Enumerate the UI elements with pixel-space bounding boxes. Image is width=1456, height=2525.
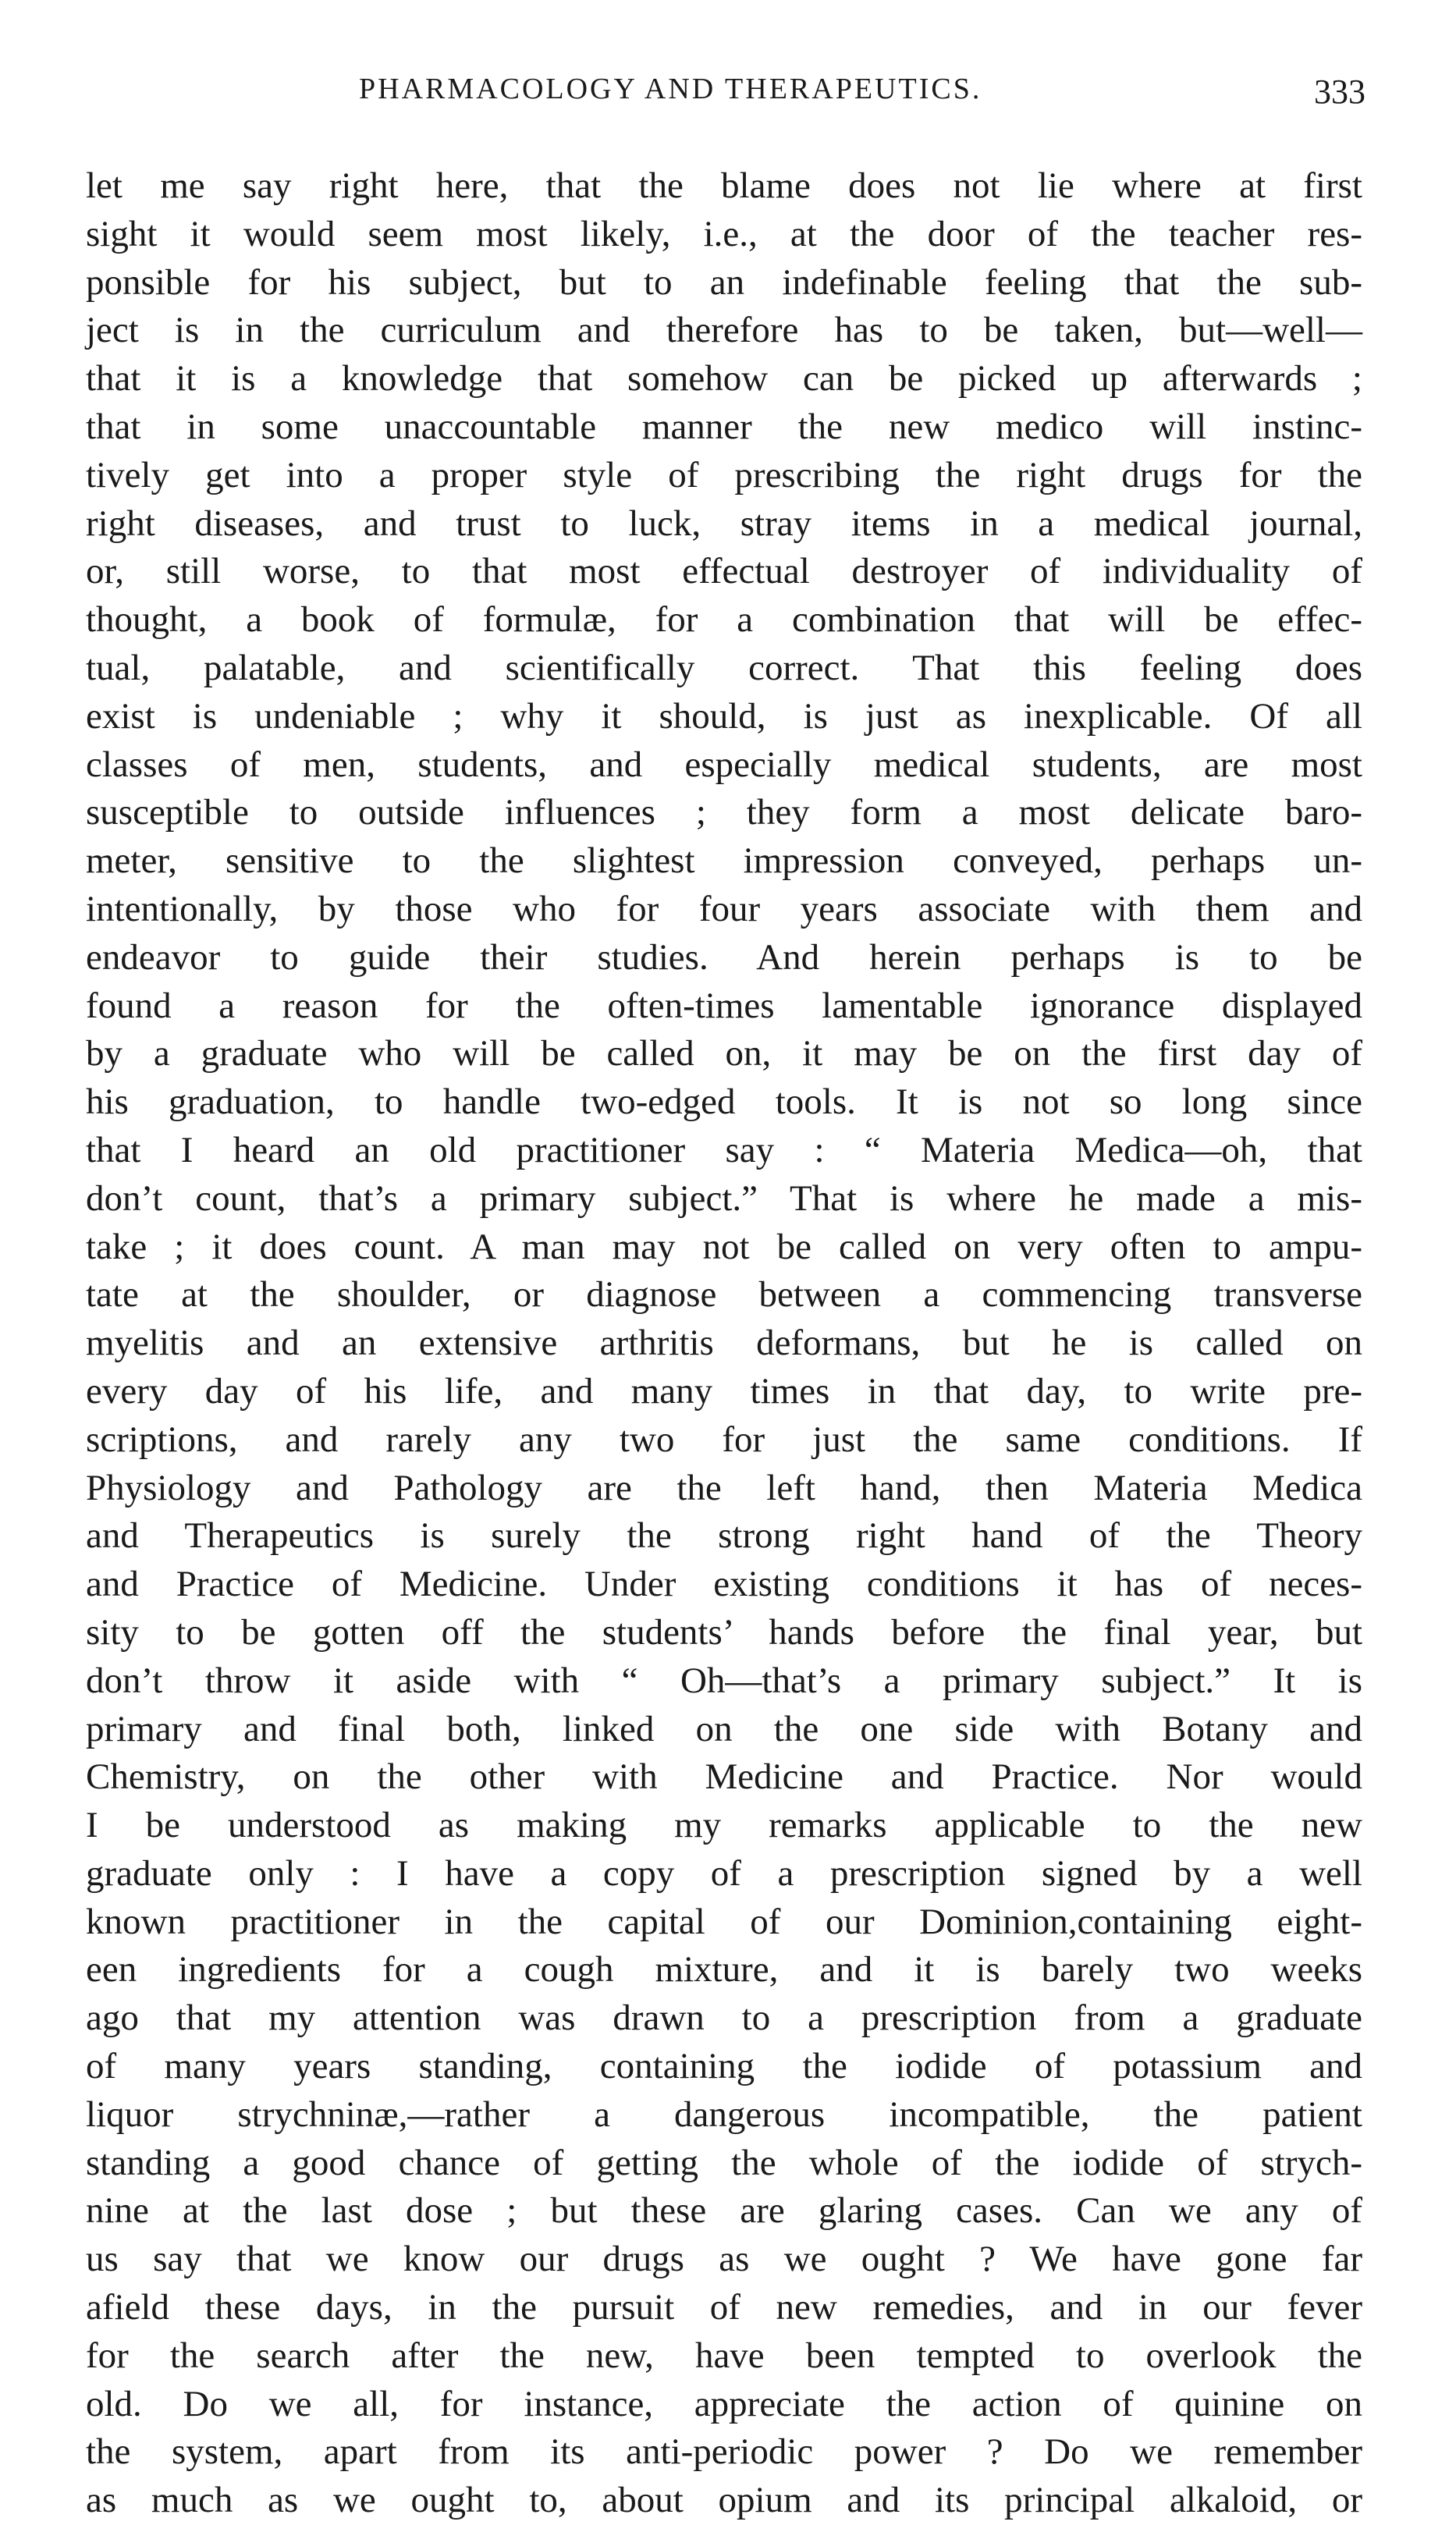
text-line: exist is undeniable ; why it should, is just as inexplicable. Of all <box>86 695 1362 737</box>
text-line: een ingredients for a cough mixture, and it is barely two weeks <box>86 1949 1362 1991</box>
text-line: thought, a book of formulæ, for a combination that will be effec- <box>86 599 1362 641</box>
text-line: every day of his life, and many times in that day, to write pre- <box>86 1370 1362 1412</box>
text-line: that I heard an old practitioner say : “ Materia Medica—oh, that <box>86 1129 1362 1170</box>
body-text <box>86 162 1362 2525</box>
text-line: and Practice of Medicine. Under existing conditions it has of neces- <box>86 1564 1362 1605</box>
running-head: PHARMACOLOGY AND THERAPEUTICS. <box>359 73 982 105</box>
text-line: meter, sensitive to the slightest impression conveyed, perhaps un- <box>86 840 1362 882</box>
text-line: scriptions, and rarely any two for just the same conditions. If <box>86 1419 1362 1460</box>
text-line: sight it would seem most likely, i.e., at the door of the teacher res- <box>86 213 1362 254</box>
text-line: ponsible for his subject, but to an indefinable feeling that the sub- <box>86 261 1362 303</box>
text-line: his graduation, to handle two-edged tools. It is not so long since <box>86 1081 1362 1123</box>
text-line: myelitis and an extensive arthritis deformans, but he is called on <box>86 1323 1362 1364</box>
text-line: don’t count, that’s a primary subject.” That is where he made a mis- <box>86 1177 1362 1219</box>
text-line: ago that my attention was drawn to a prescription from a graduate <box>86 1998 1362 2039</box>
text-line: tively get into a proper style of prescribing the right drugs for the <box>86 454 1362 495</box>
text-line: Physiology and Pathology are the left hand, then Materia Medica <box>86 1467 1362 1508</box>
text-line: old. Do we all, for instance, appreciate the action of quinine on <box>86 2383 1362 2424</box>
text-line: as much as we ought to, about opium and its principal alkaloid, or <box>86 2480 1362 2521</box>
text-line: known practitioner in the capital of our Dominion,containing eight- <box>86 1901 1362 1942</box>
text-line: take ; it does count. A man may not be called on very often to ampu- <box>86 1226 1362 1267</box>
text-line: or, still worse, to that most effectual destroyer of individuality of <box>86 551 1362 592</box>
text-line: and Therapeutics is surely the strong right hand of the Theory <box>86 1515 1362 1557</box>
page-header <box>86 72 1365 119</box>
text-line: for the search after the new, have been tempted to overlook the <box>86 2335 1362 2376</box>
text-line: found a reason for the often-times lamentable ignorance displayed <box>86 985 1362 1026</box>
text-line: right diseases, and trust to luck, stray items in a medical journal, <box>86 503 1362 544</box>
text-line: Chemistry, on the other with Medicine and Practice. Nor would <box>86 1756 1362 1798</box>
text-line: ject is in the curriculum and therefore has to be taken, but—well— <box>86 310 1362 351</box>
text-line: tate at the shoulder, or diagnose between a commencing transverse <box>86 1274 1362 1316</box>
text-line: liquor strychninæ,—rather a dangerous incompatible, the patient <box>86 2094 1362 2135</box>
text-line: of many years standing, containing the iodide of potassium and <box>86 2046 1362 2087</box>
text-line: graduate only : I have a copy of a prescription signed by a well <box>86 1852 1362 1894</box>
text-line: susceptible to outside influences ; they form a most delicate baro- <box>86 792 1362 833</box>
text-line: I be understood as making my remarks applicable to the new <box>86 1805 1362 1846</box>
text-line: by a graduate who will be called on, it may be on the first day of <box>86 1033 1362 1074</box>
text-line: sity to be gotten off the students’ hands before the final year, but <box>86 1611 1362 1653</box>
text-line: let me say right here, that the blame does not lie where at first <box>86 165 1362 206</box>
text-line: don’t throw it aside with “ Oh—that’s a primary subject.” It is <box>86 1660 1362 1701</box>
text-line: endeavor to guide their studies. And herein perhaps is to be <box>86 936 1362 978</box>
text-line: primary and final both, linked on the one side with Botany and <box>86 1708 1362 1749</box>
text-line: that in some unaccountable manner the new medico will instinc- <box>86 406 1362 447</box>
text-line: afield these days, in the pursuit of new remedies, and in our fever <box>86 2287 1362 2328</box>
text-line: us say that we know our drugs as we ought ? We have gone far <box>86 2239 1362 2280</box>
text-line: nine at the last dose ; but these are glaring cases. Can we any of <box>86 2190 1362 2232</box>
text-line: tual, palatable, and scientifically correct. That this feeling does <box>86 647 1362 688</box>
text-line: classes of men, students, and especially medical students, are most <box>86 744 1362 785</box>
text-line: intentionally, by those who for four years associate with them and <box>86 888 1362 929</box>
text-line: standing a good chance of getting the whole of the iodide of strych- <box>86 2142 1362 2183</box>
text-line: that it is a knowledge that somehow can be picked up afterwards ; <box>86 358 1362 400</box>
page-number: 333 <box>1314 73 1365 111</box>
text-line: the system, apart from its anti-periodic power ? Do we remember <box>86 2431 1362 2473</box>
